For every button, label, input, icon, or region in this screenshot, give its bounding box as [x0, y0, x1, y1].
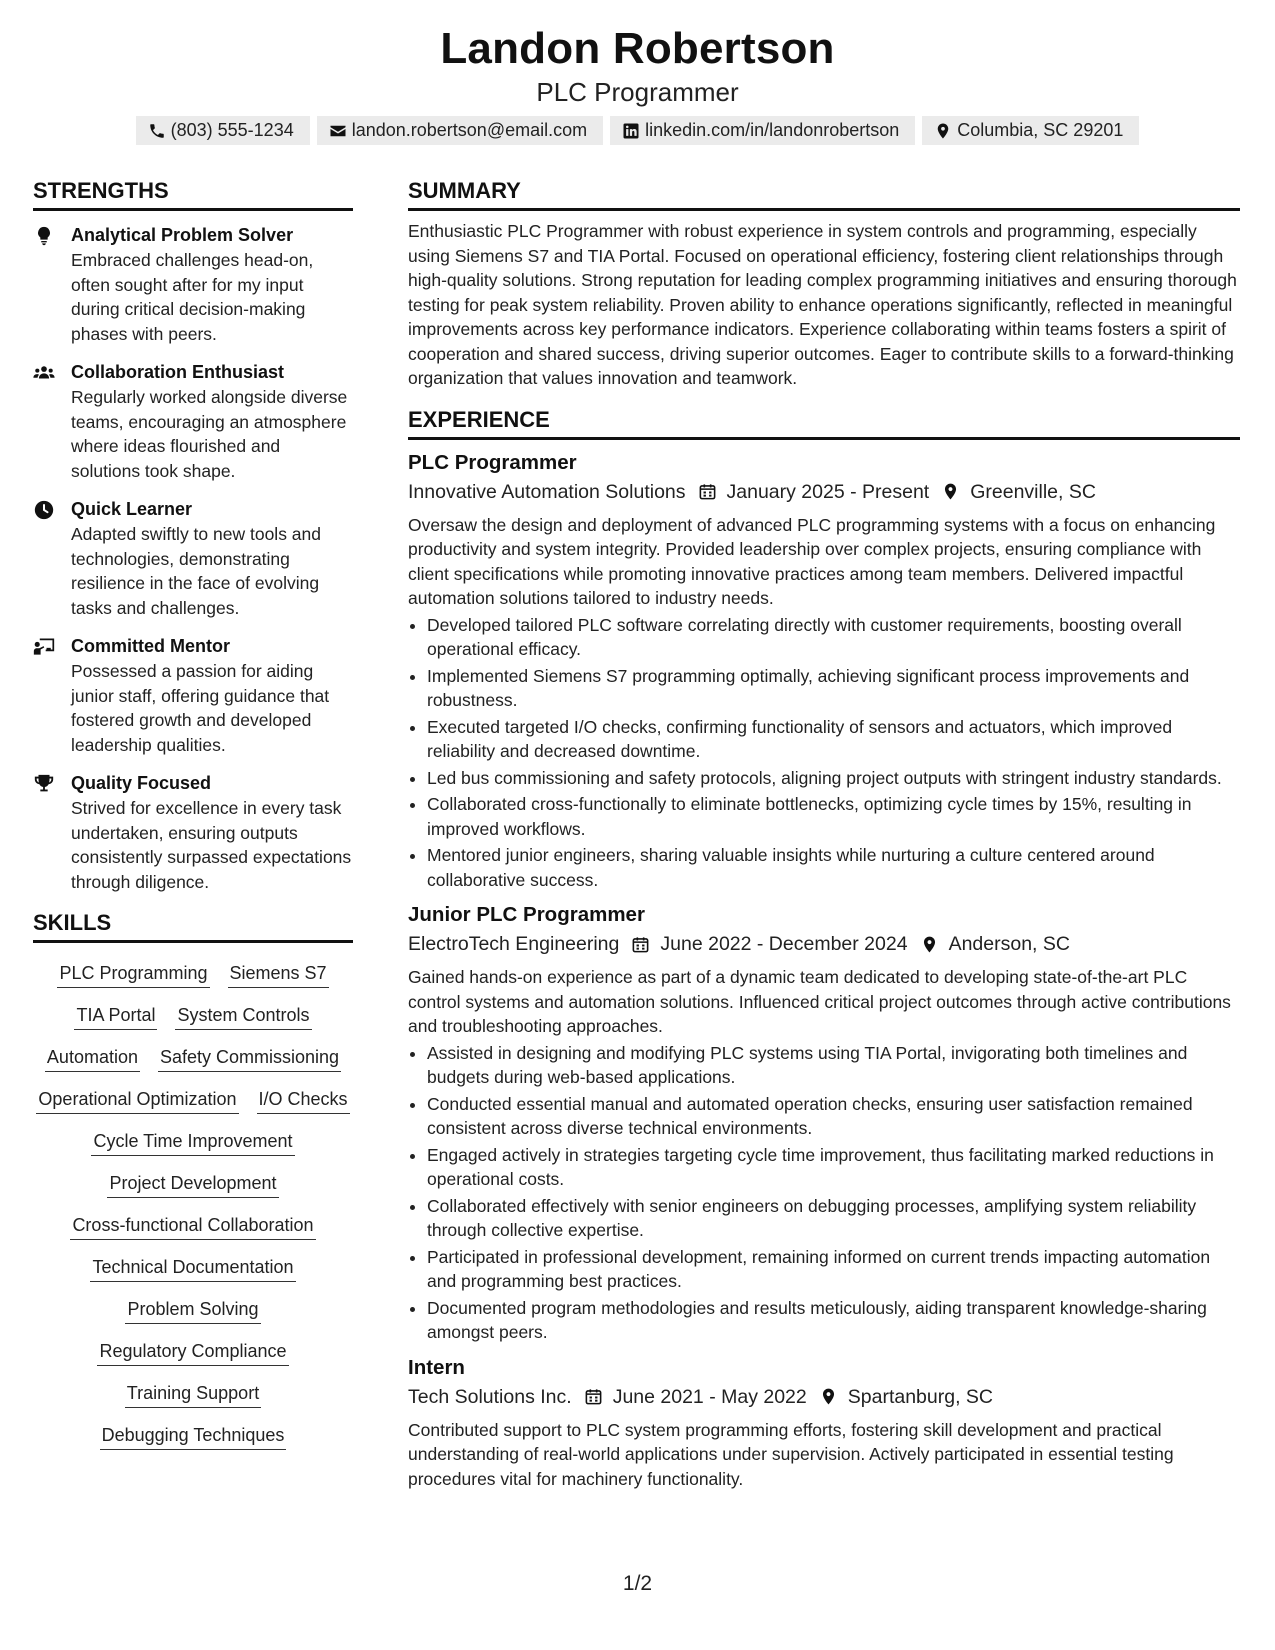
job-title: Intern [408, 1355, 465, 1379]
strength-item [33, 360, 353, 483]
job-entry [408, 448, 1240, 893]
job-entry [408, 1353, 1240, 1492]
job-bullet: • Assisted in designing and modifying PLC systems using TIA Portal, invigorating both timelines and budgets during web-based applications. [427, 1041, 1240, 1090]
skill-tag: I/O Checks [257, 1085, 350, 1114]
location-icon [934, 122, 952, 140]
strength-title: Quick Learner [71, 499, 193, 519]
job-bullet: • Documented program methodologies and results meticulously, aiding transparent knowledge-sharing amongst peers. [427, 1296, 1240, 1345]
skill-tag: Cross-functional Collaboration [70, 1211, 315, 1240]
skill-tag: Debugging Techniques [100, 1421, 287, 1450]
strength-item [33, 223, 353, 346]
job-meta [408, 929, 1240, 959]
job-description: Gained hands-on experience as part of a dynamic team dedicated to developing state-of-the-art PLC control systems and automation solutions. Influenced critical project outcomes through active contributions and troubleshooting approaches. [408, 967, 1231, 1036]
job-location: Greenville, SC [970, 480, 1096, 503]
skill-tag: Technical Documentation [90, 1253, 295, 1282]
job-company: Tech Solutions Inc. [408, 1385, 572, 1408]
job-company: ElectroTech Engineering [408, 933, 620, 955]
summary-text: Enthusiastic PLC Programmer with robust experience in system controls and programming, especially using Siemens S7 and TIA Portal. Focused on operational efficiency, fostering client relationships through high-quality solutions. Strong reputation for leading complex programming initiatives and ensuring thorough testing for peak system reliability. Proven ability to enhance operations significantly, reflected in meaningful improvements across key performance indicators. Experience collaborating within teams fosters a spirit of cooperation and shared success, driving superior outcomes. Eager to contribute skills to a forward-thinking organization that values innovation and teamwork. [408, 221, 1237, 388]
job-description: Oversaw the design and deployment of advanced PLC programming systems with a focus on enhancing productivity and system integrity. Provided leadership over complex projects, ensuring compliance with client specifications while promoting innovative practices among team members. Delivered impactful automation solutions tailored to industry needs. [408, 514, 1216, 608]
job-location: Spartanburg, SC [847, 1385, 994, 1408]
skill-tag: System Controls [175, 1001, 311, 1030]
strength-item [33, 497, 353, 620]
skill-tag: PLC Programming [57, 959, 209, 988]
linkedin-icon [622, 122, 640, 140]
job-entry [408, 900, 1240, 1345]
skill-tag: Operational Optimization [36, 1085, 238, 1114]
clock-icon [33, 499, 55, 521]
experience-heading: EXPERIENCE [408, 405, 1240, 440]
strength-title: Quality Focused [71, 773, 212, 793]
left-column [33, 176, 353, 1450]
strength-description: Strived for excellence in every task undertaken, ensuring outputs consistently surpassed expectations through diligence. [71, 798, 352, 892]
job-bullet: • Developed tailored PLC software correlating directly with customer requirements, boosting overall operational efficacy. [427, 613, 1240, 662]
users-icon [33, 362, 55, 384]
strength-item [33, 634, 353, 757]
phone-icon [148, 122, 166, 140]
job-bullet: • Collaborated effectively with senior engineers on debugging processes, amplifying system reliability through collective expertise. [427, 1194, 1240, 1243]
skill-tag: Problem Solving [125, 1295, 260, 1324]
location-icon [920, 935, 939, 954]
skill-tag: Training Support [125, 1379, 261, 1408]
strengths-list [33, 223, 353, 894]
strength-title: Analytical Problem Solver [71, 225, 294, 245]
job-title: Junior PLC Programmer [408, 903, 645, 926]
page-number: 1/2 [622, 1572, 653, 1595]
calendar-icon [698, 482, 717, 501]
job-description: Contributed support to PLC system programming efforts, fostering skill development and practical understanding of real-world applications under supervision. Actively participated in essential testing procedures vital for machinery functionality. [408, 1419, 1174, 1489]
job-bullet: • Implemented Siemens S7 programming optimally, achieving significant process improvements and robustness. [427, 664, 1240, 713]
location-icon [819, 1387, 838, 1406]
strength-description: Adapted swiftly to new tools and technologies, demonstrating resilience in the face of evolving tasks and challenges. [71, 524, 322, 618]
candidate-name: Landon Robertson [440, 24, 835, 73]
contact-linkedin-text: linkedin.com/in/landonrobertson [645, 120, 900, 140]
strength-description: Possessed a passion for aiding junior staff, offering guidance that fostered growth and developed leadership qualities. [71, 661, 330, 755]
calendar-icon [584, 1387, 603, 1406]
job-dates: June 2021 - May 2022 [612, 1385, 807, 1408]
skill-tag: Regulatory Compliance [97, 1337, 288, 1366]
calendar-icon [631, 935, 650, 954]
trophy-icon [33, 773, 55, 795]
strength-item [33, 771, 353, 894]
contact-phone[interactable] [136, 116, 310, 145]
job-bullets [408, 613, 1240, 893]
skill-tag: Cycle Time Improvement [91, 1127, 294, 1156]
job-bullets [408, 1041, 1240, 1345]
job-bullet: • Led bus commissioning and safety protocols, aligning project outputs with stringent industry standards. [427, 766, 1240, 791]
job-bullet: • Participated in professional development, remaining informed on current trends impacting automation and programming best practices. [427, 1245, 1240, 1294]
email-icon [329, 122, 347, 140]
job-dates: January 2025 - Present [726, 480, 930, 503]
contact-linkedin[interactable] [610, 116, 915, 145]
strength-description: Embraced challenges head-on, often sought after for my input during critical decision-making phases with peers. [71, 250, 314, 344]
candidate-title: PLC Programmer [536, 77, 739, 107]
job-bullet: • Collaborated cross-functionally to eliminate bottlenecks, optimizing cycle times by 15%, resulting in improved workflows. [427, 792, 1240, 841]
skill-tag: Siemens S7 [228, 959, 329, 988]
job-bullet: • Conducted essential manual and automated operation checks, ensuring user satisfaction remained consistent across diverse technical environments. [427, 1092, 1240, 1141]
job-title: PLC Programmer [408, 450, 577, 474]
job-bullet: • Engaged actively in strategies targeting cycle time improvement, thus facilitating marked reductions in operational costs. [427, 1143, 1240, 1192]
right-column [408, 176, 1240, 1491]
contact-bar [0, 116, 1275, 145]
job-bullet: • Mentored junior engineers, sharing valuable insights while nurturing a culture centered around collaborative success. [427, 843, 1240, 892]
strength-title: Collaboration Enthusiast [71, 362, 285, 382]
job-meta [408, 477, 1240, 507]
skill-tag: TIA Portal [74, 1001, 157, 1030]
summary-heading: SUMMARY [408, 176, 1240, 211]
resume-header [0, 0, 1275, 145]
contact-location-text: Columbia, SC 29201 [957, 120, 1124, 140]
skill-tag: Project Development [107, 1169, 278, 1198]
job-location: Anderson, SC [948, 933, 1070, 955]
job-company: Innovative Automation Solutions [408, 480, 686, 503]
chalkboard-teacher-icon [33, 636, 55, 658]
location-icon [941, 482, 960, 501]
skill-tag: Safety Commissioning [158, 1043, 341, 1072]
contact-location [922, 116, 1139, 145]
job-bullet: • Executed targeted I/O checks, confirming functionality of sensors and actuators, which improved reliability and decreased downtime. [427, 715, 1240, 764]
strength-description: Regularly worked alongside diverse teams, encouraging an atmosphere where ideas flourished and solutions took shape. [71, 387, 348, 481]
lightbulb-icon [33, 225, 55, 247]
job-meta [408, 1382, 1240, 1412]
skill-tag: Automation [45, 1043, 140, 1072]
job-dates: June 2022 - December 2024 [660, 933, 908, 955]
skills-heading: SKILLS [33, 908, 353, 943]
strength-title: Committed Mentor [71, 636, 230, 656]
contact-phone-text: (803) 555-1234 [170, 120, 294, 140]
skills-list [33, 959, 353, 1450]
contact-email[interactable] [317, 116, 603, 145]
strengths-heading: STRENGTHS [33, 176, 353, 211]
contact-email-text: landon.robertson@email.com [351, 120, 588, 140]
